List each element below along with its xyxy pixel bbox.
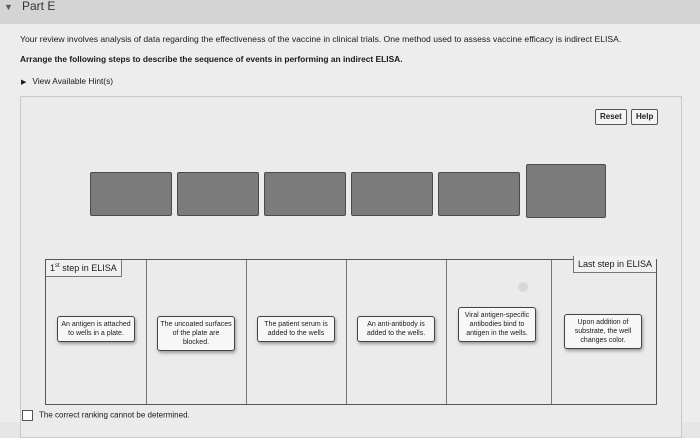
view-hints-toggle[interactable] [21,76,113,86]
caret-right-icon: ▶ [21,79,27,86]
step-card-serum-added[interactable]: The patient serum is added to the wells [257,316,335,342]
drop-indicator-dot [518,282,528,292]
empty-slot-6[interactable] [526,164,606,218]
empty-slot-1[interactable] [90,172,172,216]
empty-slot-4[interactable] [351,172,433,216]
ranking-panel [20,96,682,438]
question-body [0,24,700,422]
undetermined-checkbox[interactable] [22,410,33,421]
part-header[interactable] [0,0,700,25]
step-card-antibodies-bind[interactable]: Viral antigen-specific antibodies bind to antigen in the wells. [458,307,536,342]
column-divider [146,260,147,404]
empty-slot-2[interactable] [177,172,259,216]
instruction-text: Arrange the following steps to describe the sequence of events in performing an indirect ELISA. [20,54,403,64]
first-step-label: 1st step in ELISA [46,260,122,277]
empty-slot-5[interactable] [438,172,520,216]
undetermined-option[interactable] [22,410,190,421]
view-hints-label: View Available Hint(s) [32,76,114,86]
part-title: Part E [22,0,56,13]
column-divider [446,260,447,404]
reset-button[interactable]: Reset [595,109,627,125]
ranking-area[interactable] [45,259,657,405]
column-divider [551,260,552,404]
help-button[interactable]: Help [631,109,658,125]
step-card-anti-antibody-added[interactable]: An anti-antibody is added to the wells. [357,316,435,342]
undetermined-label: The correct ranking cannot be determined. [39,410,190,420]
last-step-label: Last step in ELISA [573,256,656,273]
step-card-color-change[interactable]: Upon addition of substrate, the well changes color. [564,314,642,349]
step-card-antigen-attached[interactable]: An antigen is attached to wells in a plate. [57,316,135,342]
collapse-chevron-icon[interactable]: ▼ [4,2,13,12]
column-divider [346,260,347,404]
column-divider [246,260,247,404]
empty-slot-3[interactable] [264,172,346,216]
intro-text: Your review involves analysis of data regarding the effectiveness of the vaccine in clinical trials. One method used to assess vaccine efficacy is indirect ELISA. [20,34,622,44]
step-card-surfaces-blocked[interactable]: The uncoated surfaces of the plate are blocked. [157,316,235,351]
